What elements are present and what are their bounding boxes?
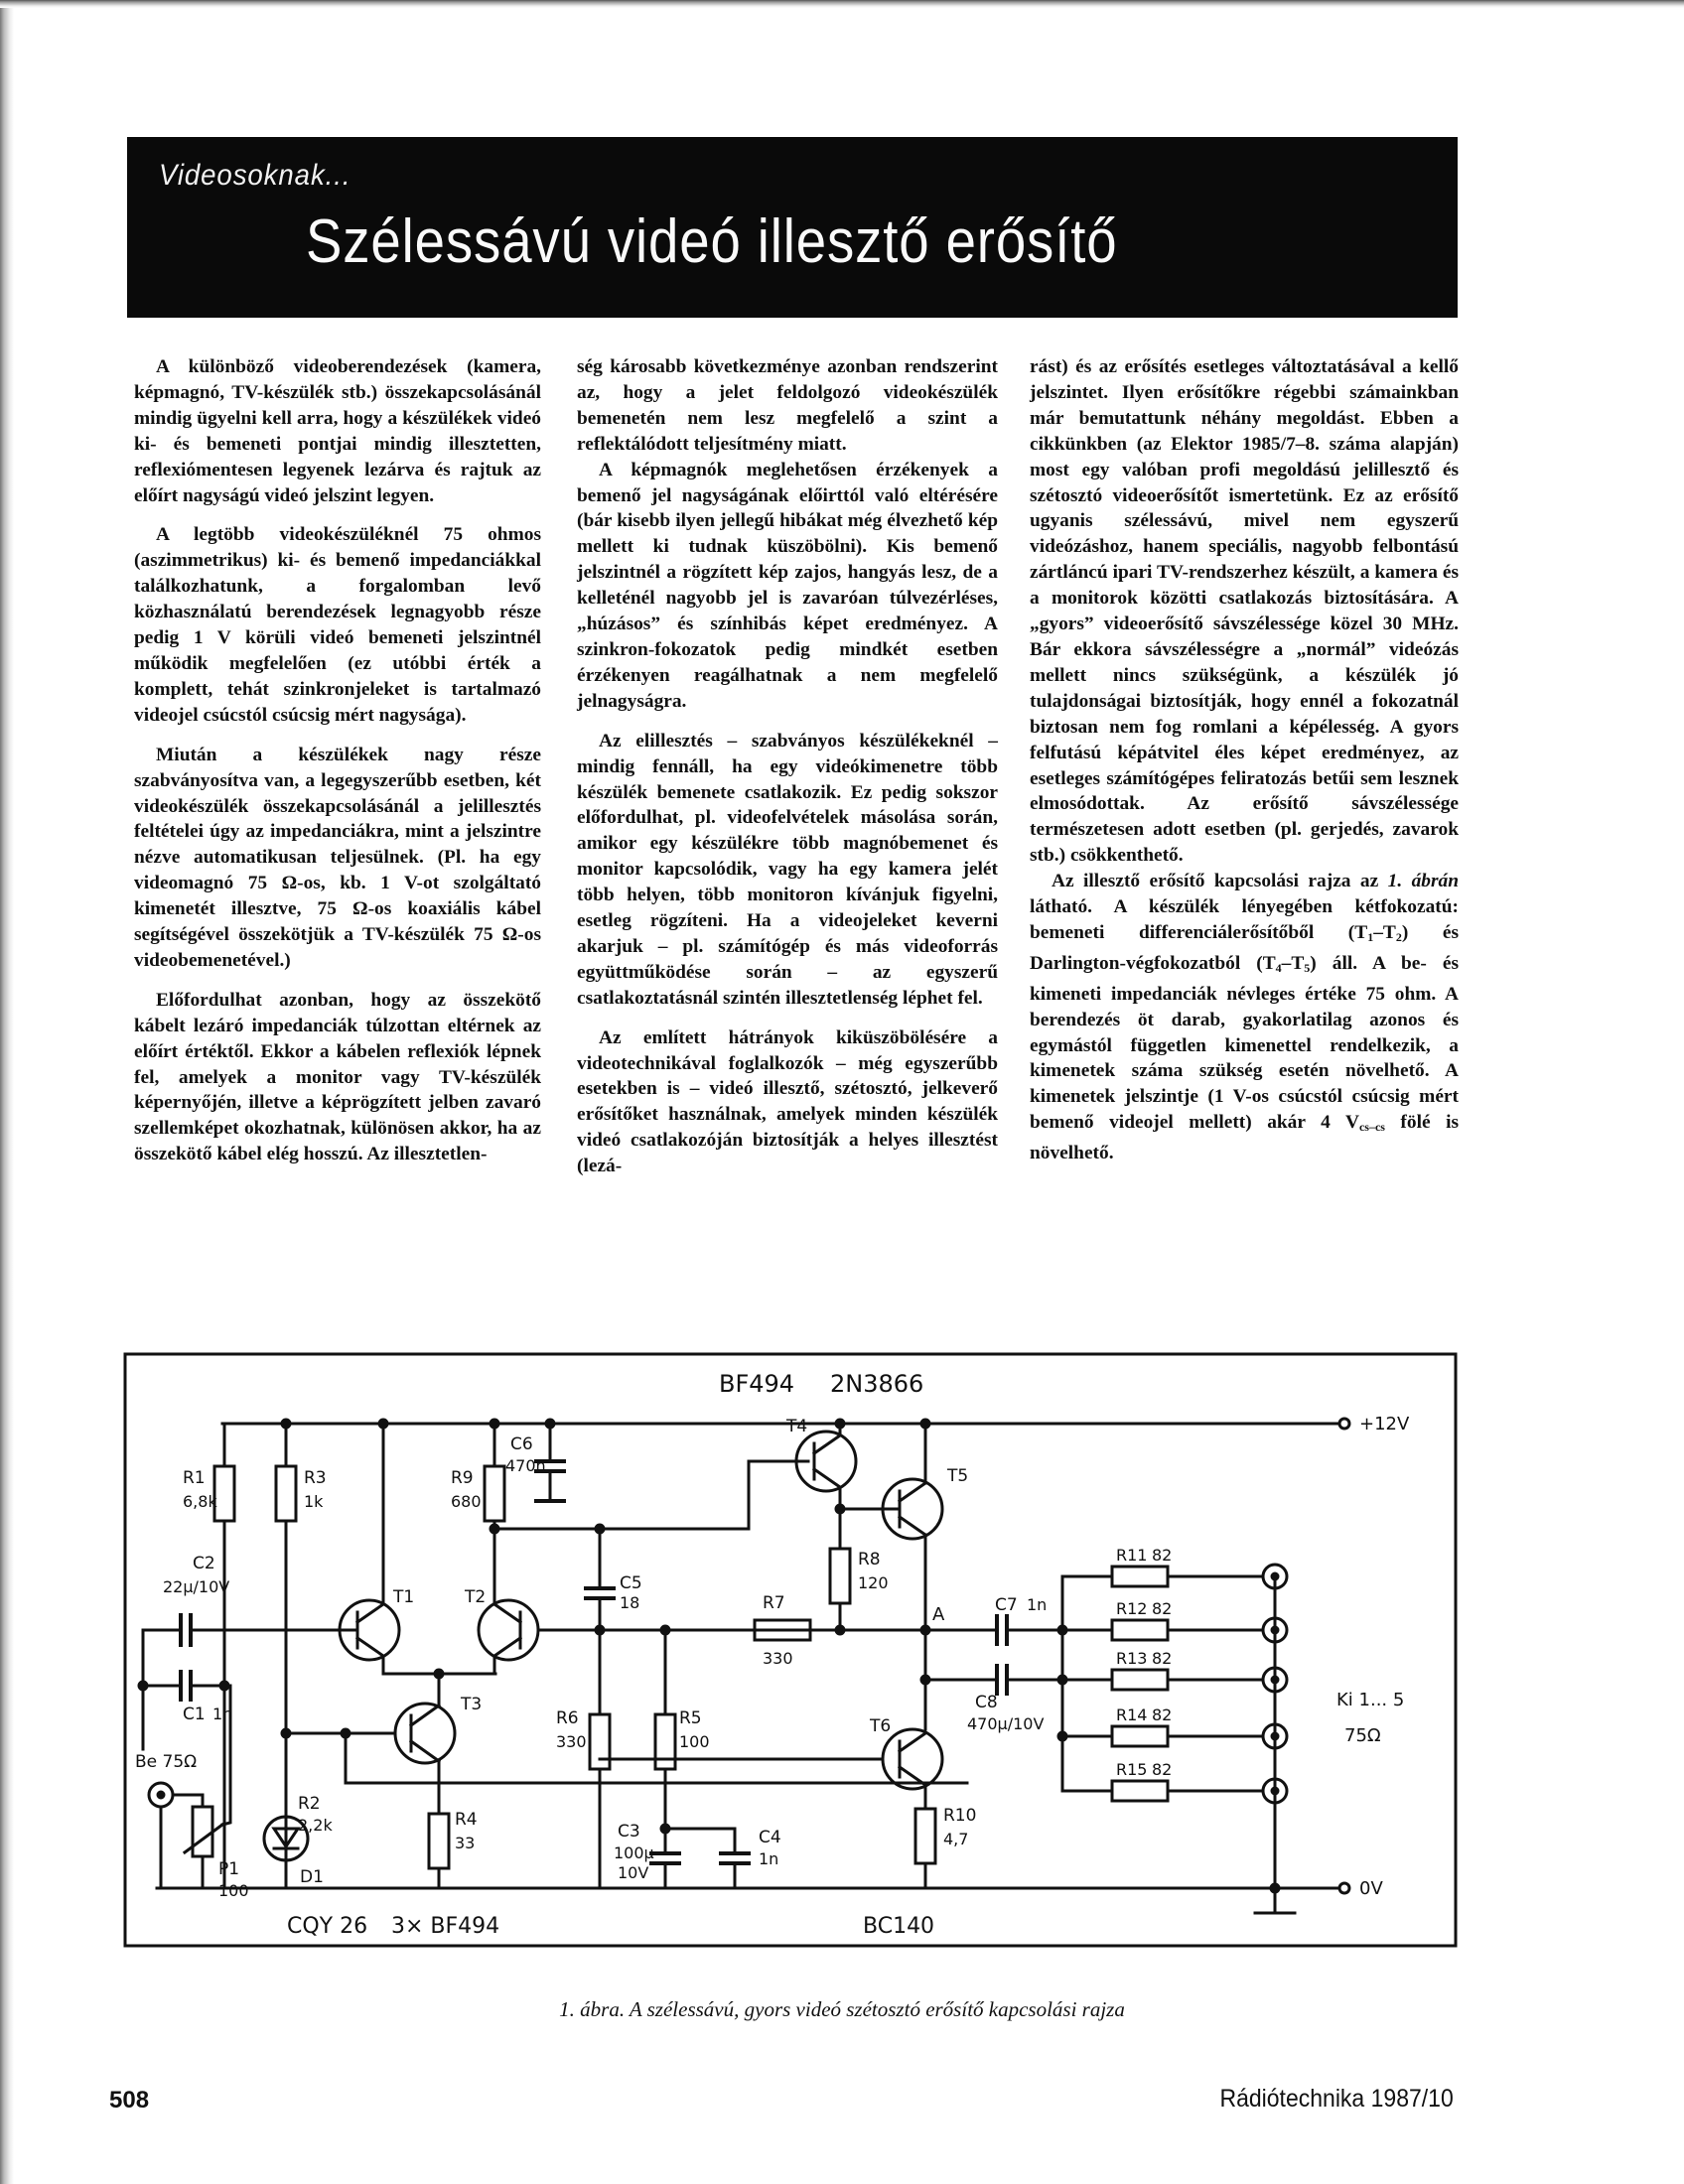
R14-body <box>1112 1726 1168 1746</box>
page-number: 508 <box>109 2087 150 2114</box>
paragraph: A képmagnók meglehetősen érzékenyek a bemenő jel nagyságának előirttól való eltérésére (bár kisebb ilyen jellegű hibákat még élvezhető kép mellett ki tudnak küszöbölni). Kis bemenő jelszintnél a rögzített kép zajos, hangyás lesz, de a kelleténél nagyobb jel is zavaróan túlvezérléses, „húzásos” és színhibás képet eredményez. A szinkron-fokozatok pedig mindkét esetben érzékenyen reagálhatnak a nem megfelelő jelnagyságra. <box>577 459 998 712</box>
C5-label: C5 <box>620 1573 642 1593</box>
output-label: Ki 1... 5 <box>1336 1690 1405 1710</box>
C2-value: 22µ/10V <box>163 1577 230 1596</box>
T6-label: T6 <box>870 1716 892 1736</box>
T2-emitter <box>494 1638 520 1656</box>
R4-body <box>429 1814 449 1868</box>
R10-value: 4,7 <box>943 1830 969 1848</box>
junction-dot <box>282 1729 290 1737</box>
R13-body <box>1112 1670 1168 1690</box>
circuit-schematic <box>123 1352 1460 1948</box>
R8-value: 120 <box>858 1573 889 1592</box>
C1-value: 1n <box>212 1705 233 1723</box>
P1-body <box>193 1807 212 1856</box>
gnd-terminal <box>1339 1883 1349 1893</box>
R14-label: R14 <box>1116 1706 1148 1724</box>
C3-value-2: 10V <box>618 1863 649 1882</box>
text-run: látható. A készülék lényegében kétfokozatú: bemeneti differenciálerősítőből (T <box>1030 896 1459 943</box>
wire <box>161 1807 203 1888</box>
text-run: –T <box>1373 921 1396 943</box>
subscript: 2 <box>1395 929 1402 944</box>
R2-label: R2 <box>298 1794 321 1814</box>
subscript: 1 <box>1367 929 1374 944</box>
paragraph: Előfordulhat azonban, hogy az összekötő kábelt lezáró impedanciák túlzottan eltérnek az előírt értéktől. Ekkor a kábelen reflexiók lépnek fel, amelyek a monitor vagy TV-készülék képernyőjén, illetve a képrögzített jelben zavaró szellemképet okozhatnak, különösen akkor, ha az összekötő kábel elég hosszú. Az illesztetlen- <box>134 989 541 1165</box>
output-resistors <box>1062 1565 1287 1803</box>
T1-collector <box>357 1604 383 1622</box>
figure-reference: 1. ábrán <box>1387 871 1460 892</box>
R8-body <box>830 1549 850 1603</box>
gnd-label: 0V <box>1359 1878 1383 1899</box>
R11-body <box>1112 1567 1168 1586</box>
R1-value: 6,8k <box>183 1492 217 1511</box>
R9-value: 680 <box>451 1492 482 1511</box>
C5-value: 18 <box>620 1593 640 1612</box>
scan-edge-top <box>0 0 1684 8</box>
R5-value: 100 <box>679 1732 710 1751</box>
R4-label: R4 <box>455 1810 478 1830</box>
T2-body <box>479 1600 538 1660</box>
scan-edge-left <box>0 0 14 2184</box>
article-title: Szélessávú videó illesztő erősítő <box>306 207 1118 276</box>
T1-emitter <box>357 1638 383 1656</box>
R10-label: R10 <box>943 1806 977 1826</box>
T5-collector <box>900 1483 925 1501</box>
T2-label: T2 <box>465 1587 487 1607</box>
article-header <box>127 137 1458 318</box>
T5-emitter <box>900 1517 925 1535</box>
R4-value: 33 <box>455 1834 476 1852</box>
section-kicker: Videosoknak... <box>159 159 351 192</box>
R6-value: 330 <box>556 1732 587 1751</box>
junction-dot <box>546 1420 554 1428</box>
P1-label: P1 <box>218 1859 240 1879</box>
subscript: cs–cs <box>1358 1120 1385 1135</box>
paragraph: A különböző videoberendezések (kamera, képmagnó, TV-készülék stb.) összekapcsolásánál mindig ügyelni kell arra, hogy a készülékek videó ki- és bemeneti pontjai mindig illesztetten, reflexiómentesen legyenek lezárva és rajtuk az előírt nagyságú videó jelszint legyen. <box>134 356 541 506</box>
T5-label: T5 <box>947 1466 969 1486</box>
P1-wiper <box>185 1825 222 1852</box>
T6-collector <box>900 1733 925 1751</box>
figure-caption: 1. ábra. A szélessávú, gyors videó szétosztó erősítő kapcsolási rajza <box>559 1997 1125 2021</box>
paragraph: ség károsabb következménye azonban rendszerint az, hogy a jelet feldolgozó videokészülék bemenetén nem lesz megfelelő a szint a reflektálódott teljesítmény miatt. <box>577 356 998 455</box>
R10-body <box>915 1809 935 1863</box>
text-column-3 <box>1030 354 1459 1180</box>
C7-label: C7 <box>995 1595 1018 1615</box>
R15-value: 82 <box>1152 1760 1173 1779</box>
text-run: Az illesztő erősítő kapcsolási rajza az <box>1052 871 1379 892</box>
T1-label: T1 <box>393 1587 415 1607</box>
T3-emitter <box>411 1741 439 1761</box>
R11-value: 82 <box>1152 1546 1173 1565</box>
R12-body <box>1112 1620 1168 1640</box>
C1-label: C1 <box>183 1705 206 1724</box>
T3-body <box>395 1704 455 1763</box>
junction-dot <box>282 1420 290 1428</box>
R1-label: R1 <box>183 1468 206 1488</box>
T3-label: T3 <box>461 1695 483 1714</box>
R15-body <box>1112 1781 1168 1801</box>
subscript: 4 <box>1275 960 1282 975</box>
R14-value: 82 <box>1152 1706 1173 1724</box>
R6-body <box>590 1714 610 1769</box>
D1-label: D1 <box>300 1867 324 1887</box>
paragraph: Miután a készülékek nagy része szabványosítva van, a legegyszerűbb esetben, két videokészülék összekapcsolásánál a jelillesztés feltételei úgy az impedanciákra, mint a jelszintre nézve automatikusan teljesülnek. (Pl. ha egy videomagnó 75 Ω-os, kb. 1 V-ot szolgáltató kimenetét illesztve, 75 Ω-os koaxiális kábel segítségével összekötjük a TV-készülék 75 Ω-os videobemenetével.) <box>134 744 541 971</box>
R7-value: 330 <box>763 1649 793 1668</box>
text-run: ) és Darlington-végfokozatból (T <box>1030 921 1459 974</box>
R13-label: R13 <box>1116 1649 1148 1668</box>
R12-label: R12 <box>1116 1599 1148 1618</box>
R6-label: R6 <box>556 1708 579 1728</box>
R5-body <box>655 1714 675 1769</box>
input-connector-pin <box>158 1792 164 1798</box>
R11-label: R11 <box>1116 1546 1148 1565</box>
C6-value: 470n <box>505 1456 546 1475</box>
junction-dot <box>220 1682 228 1690</box>
junction-dot <box>921 1420 929 1428</box>
P1-value: 100 <box>218 1881 249 1900</box>
text-column-2 <box>577 354 998 1193</box>
R9-body <box>485 1466 504 1521</box>
R12-value: 82 <box>1152 1599 1173 1618</box>
junction-dot <box>1271 1884 1279 1892</box>
T2-collector <box>494 1604 520 1622</box>
text-run: fölé is növelhető. <box>1030 1112 1459 1164</box>
T3-collector <box>411 1706 439 1725</box>
R8-label: R8 <box>858 1550 881 1570</box>
R15-label: R15 <box>1116 1760 1148 1779</box>
junction-dot <box>836 1626 844 1634</box>
text-run: –T <box>1281 952 1305 974</box>
subscript: 5 <box>1304 960 1311 975</box>
C6-label: C6 <box>510 1434 533 1454</box>
junction-dot <box>491 1525 498 1533</box>
paragraph: A legtöbb videokészüléknél 75 ohmos (aszimmetrikus) ki- és bemenő impedanciákkal találkozhatunk, a forgalomban levő közhasználatú berendezések legnagyobb része pedig 1 V körüli videó bemeneti jelszintnél működik megfelelően (ez utóbbi érték a komplett, tehát szinkronjeleket is tartalmazó videojel csúcstól csúcsig mért nagysága). <box>134 524 541 726</box>
paragraph: Az elillesztés – szabványos készülékeknél – mindig fennáll, ha egy videókimenetre több készülék bemenete csatlakozik. Ez pedig sokszor előfordulhat, pl. videofelvételek másolása során, amikor egy készülékre több magnóbemenet és monitor kapcsolódik, vagy ha egy kamera jelét több helyen, több monitoron kívánjuk figyelni, esetleg rögzíteni. Ha a videojeleket keverni akarjuk – pl. számítógép és más videoforrás együttműködése során – az egyszerű csatlakoztatásnál szintén illesztetlenség léphet fel. <box>577 730 998 1009</box>
R1-body <box>214 1466 234 1521</box>
T6-body <box>883 1729 942 1789</box>
C3-value: 100µ <box>614 1843 654 1862</box>
text-run: ) áll. A be- és kimeneti impedanciák névleges értéke 75 ohm. A berendezés öt darab, gyakorlatilag azonos és egymástól független kimenettel rendelkezik, a kimenetek száma szükség esetén növelhető. A kimenetek jelszintje (1 V-os csúcstól csúcsig mért bemenő videojel mellett) akár 4 V <box>1030 952 1459 1134</box>
junction-dot <box>491 1420 498 1428</box>
C7-value: 1n <box>1027 1595 1048 1614</box>
wire <box>665 1829 735 1853</box>
T4-collector <box>814 1435 840 1453</box>
text-column-1 <box>134 354 541 1181</box>
C8-value: 470µ/10V <box>967 1714 1045 1733</box>
junction-dot <box>379 1420 387 1428</box>
R3-body <box>276 1466 296 1521</box>
paragraph: rást) és az erősítés esetleges változtatásával a kellő jelszintet. Ilyen erősítőkre régebbi számainkban már bemutattunk néhány megoldást. Ebben a cikkünkben (az Elektor 1985/7–8. száma alapján) most egy valóban profi megoldású jelillesztő és szétosztó videoerősítőt ismertetünk. Ez az erősítő ugyanis szélessávú, mivel nem egyszerű videózáshoz, hanem speciális, nagyobb felbontású zártláncú ipari TV-rendszerhez készült, a kamera és a monitorok közötti csatlakozás biztosítására. A „gyors” videoerősítő sávszélessége közel 30 MHz. Bár ekkora sávszélességre a „normál” videózás mellett nincs szükségünk, a készülék jó tulajdonságai biztosítják, hogy ennél a fokozatnál biztosan nem fog romlani a képélesség. A gyors felfutású képátvitel éles képet eredményez, az esetleges számítógépes feliratozás betűi sem lesznek elmosódottak. Az erősítő sávszélessége természetesen adott esetben (pl. gerjedés, zavarok stb.) csökkenthető. <box>1030 356 1459 867</box>
R7-label: R7 <box>763 1593 785 1613</box>
label-bc140: BC140 <box>863 1914 935 1939</box>
R5-label: R5 <box>679 1708 702 1728</box>
vcc-label: +12V <box>1359 1414 1410 1434</box>
C4-label: C4 <box>759 1828 781 1847</box>
paragraph: Az említett hátrányok kiküszöbölésére a videotechnikával foglalkozók – még egyszerűbb esetekben is – videó illesztő, szétosztó, jelkeverő erősítőket használnak, amelyek minden készülék videó csatlakozóján biztosítják a helyes illesztést (lezá- <box>577 1026 998 1177</box>
R3-value: 1k <box>304 1492 324 1511</box>
junction-dot <box>836 1420 844 1428</box>
label-bf494: BF494 <box>719 1370 795 1398</box>
wire <box>173 1795 203 1807</box>
paragraph <box>1030 869 1459 1166</box>
T4-emitter <box>814 1469 840 1487</box>
C3-label: C3 <box>618 1822 640 1842</box>
output-impedance-label: 75Ω <box>1344 1725 1381 1746</box>
R3-label: R3 <box>304 1468 327 1488</box>
input-label: Be 75Ω <box>135 1752 198 1772</box>
R13-value: 82 <box>1152 1649 1173 1668</box>
node-a-label: A <box>932 1604 945 1625</box>
label-cqy26: CQY 26 <box>287 1914 368 1939</box>
C4-value: 1n <box>759 1849 779 1868</box>
R9-label: R9 <box>451 1468 474 1488</box>
label-2n3866: 2N3866 <box>830 1370 924 1398</box>
T4-label: T4 <box>786 1417 808 1436</box>
label-3xbf494: 3× BF494 <box>391 1914 500 1939</box>
vcc-terminal <box>1339 1419 1349 1429</box>
C2-label: C2 <box>193 1554 215 1573</box>
journal-name: Rádiótechnika 1987/10 <box>1219 2085 1454 2113</box>
R2-value: 2,2k <box>298 1816 333 1835</box>
schematic-svg <box>123 1352 1460 1948</box>
C8-label: C8 <box>975 1693 998 1712</box>
